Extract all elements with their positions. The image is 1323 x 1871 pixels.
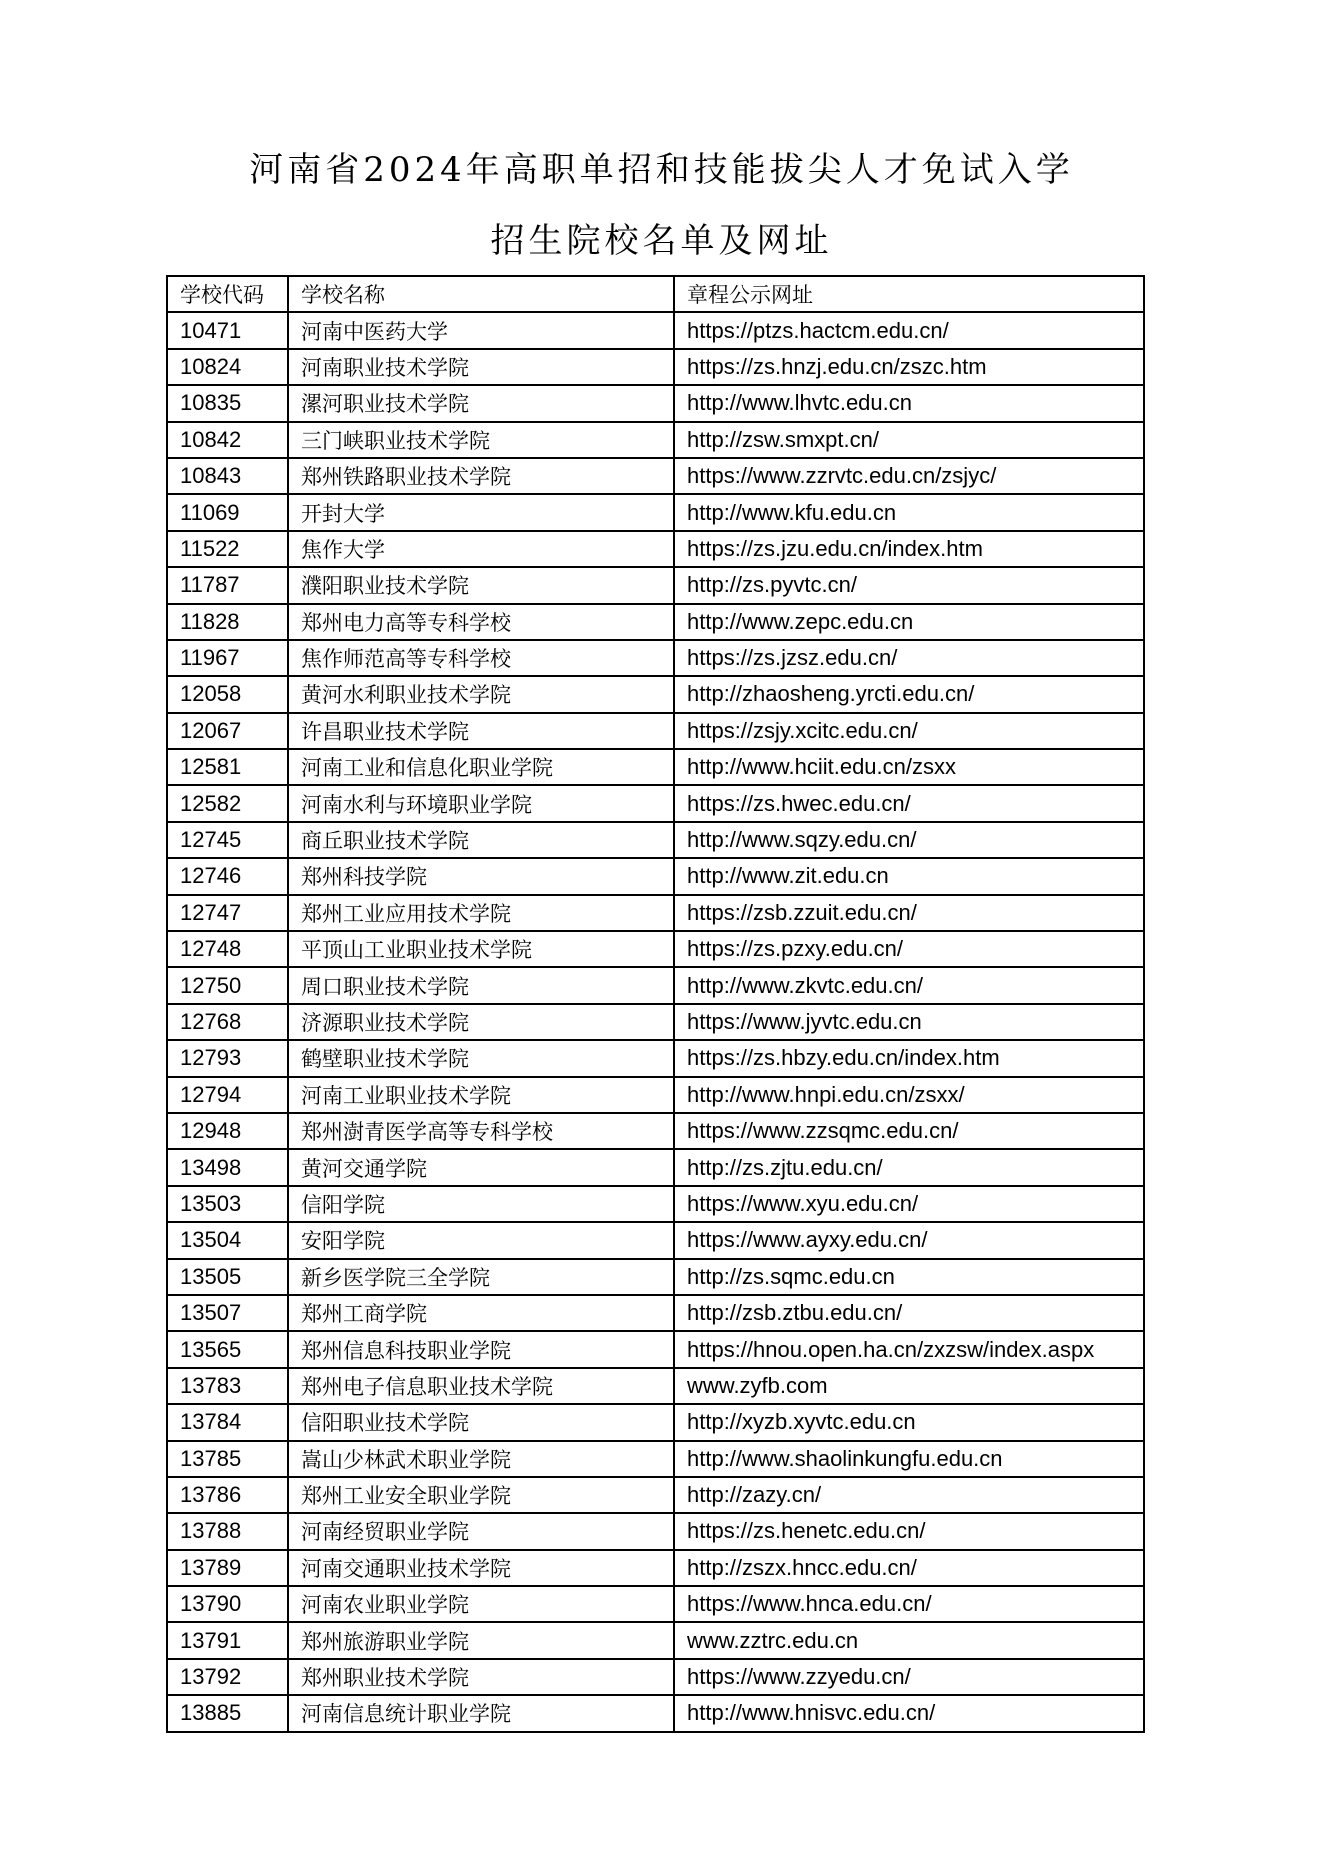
school-code-cell: 13504 — [167, 1222, 288, 1258]
charter-url-cell: http://www.hnpi.edu.cn/zsxx/ — [674, 1077, 1144, 1113]
school-name-cell: 周口职业技术学院 — [288, 967, 674, 1003]
table-row — [167, 1513, 1144, 1549]
table-row — [167, 1659, 1144, 1695]
school-code-cell: 12794 — [167, 1077, 288, 1113]
charter-url-cell: https://www.zzyedu.cn/ — [674, 1659, 1144, 1695]
charter-url-cell: http://zazy.cn/ — [674, 1477, 1144, 1513]
school-name-cell: 河南中医药大学 — [288, 312, 674, 348]
charter-url-cell: http://www.kfu.edu.cn — [674, 494, 1144, 530]
school-code-cell: 12581 — [167, 749, 288, 785]
school-name-cell: 河南信息统计职业学院 — [288, 1695, 674, 1731]
charter-url-cell: http://www.sqzy.edu.cn/ — [674, 822, 1144, 858]
table-row — [167, 1186, 1144, 1222]
charter-url-cell: http://www.zkvtc.edu.cn/ — [674, 967, 1144, 1003]
table-row — [167, 349, 1144, 385]
table-row — [167, 1477, 1144, 1513]
charter-url-cell: http://www.hciit.edu.cn/zsxx — [674, 749, 1144, 785]
table-row — [167, 1368, 1144, 1404]
school-code-cell: 10824 — [167, 349, 288, 385]
charter-url-cell: http://zsb.ztbu.edu.cn/ — [674, 1295, 1144, 1331]
school-code-cell: 10471 — [167, 312, 288, 348]
school-code-cell: 10843 — [167, 458, 288, 494]
table-row — [167, 749, 1144, 785]
table-row — [167, 422, 1144, 458]
charter-url-cell: https://zs.pzxy.edu.cn/ — [674, 931, 1144, 967]
school-code-cell: 12750 — [167, 967, 288, 1003]
school-name-cell: 平顶山工业职业技术学院 — [288, 931, 674, 967]
school-name-cell: 鹤壁职业技术学院 — [288, 1040, 674, 1076]
school-code-cell: 13507 — [167, 1295, 288, 1331]
table-row — [167, 1295, 1144, 1331]
school-name-cell: 河南工业和信息化职业学院 — [288, 749, 674, 785]
school-name-cell: 河南工业职业技术学院 — [288, 1077, 674, 1113]
header-charter-url: 章程公示网址 — [674, 276, 1144, 312]
school-name-cell: 嵩山少林武术职业学院 — [288, 1441, 674, 1477]
page-title-line-1: 河南省2024年高职单招和技能拔尖人才免试入学 — [249, 150, 1074, 190]
school-code-cell: 12745 — [167, 822, 288, 858]
charter-url-cell: http://www.hnisvc.edu.cn/ — [674, 1695, 1144, 1731]
school-code-cell: 13885 — [167, 1695, 288, 1731]
school-code-cell: 10835 — [167, 385, 288, 421]
charter-url-cell: https://zs.hwec.edu.cn/ — [674, 785, 1144, 821]
charter-url-cell: https://ptzs.hactcm.edu.cn/ — [674, 312, 1144, 348]
charter-url-cell: https://zs.henetc.edu.cn/ — [674, 1513, 1144, 1549]
school-code-cell: 13785 — [167, 1441, 288, 1477]
charter-url-cell: http://zs.sqmc.edu.cn — [674, 1259, 1144, 1295]
school-code-cell: 13784 — [167, 1404, 288, 1440]
school-name-cell: 河南经贸职业学院 — [288, 1513, 674, 1549]
table-row — [167, 1222, 1144, 1258]
page-title-line-2: 招生院校名单及网址 — [490, 221, 833, 261]
school-name-cell: 河南水利与环境职业学院 — [288, 785, 674, 821]
school-code-cell: 12058 — [167, 676, 288, 712]
charter-url-cell: https://zsb.zzuit.edu.cn/ — [674, 895, 1144, 931]
table-row — [167, 895, 1144, 931]
school-code-cell: 11522 — [167, 531, 288, 567]
charter-url-cell: http://zs.pyvtc.cn/ — [674, 567, 1144, 603]
school-code-cell: 10842 — [167, 422, 288, 458]
table-row — [167, 1586, 1144, 1622]
charter-url-cell: https://zs.hnzj.edu.cn/zszc.htm — [674, 349, 1144, 385]
table-row — [167, 931, 1144, 967]
school-name-cell: 郑州科技学院 — [288, 858, 674, 894]
charter-url-cell: https://zs.jzsz.edu.cn/ — [674, 640, 1144, 676]
table-row — [167, 1695, 1144, 1731]
school-name-cell: 漯河职业技术学院 — [288, 385, 674, 421]
table-row — [167, 822, 1144, 858]
school-name-cell: 郑州铁路职业技术学院 — [288, 458, 674, 494]
charter-url-cell: http://zszx.hncc.edu.cn/ — [674, 1550, 1144, 1586]
school-code-cell: 11828 — [167, 604, 288, 640]
table-row — [167, 640, 1144, 676]
charter-url-cell: https://zs.jzu.edu.cn/index.htm — [674, 531, 1144, 567]
school-name-cell: 郑州澍青医学高等专科学校 — [288, 1113, 674, 1149]
school-name-cell: 河南交通职业技术学院 — [288, 1550, 674, 1586]
header-school-name: 学校名称 — [288, 276, 674, 312]
charter-url-cell: https://hnou.open.ha.cn/zxzsw/index.aspx — [674, 1331, 1144, 1367]
school-name-cell: 郑州电子信息职业技术学院 — [288, 1368, 674, 1404]
school-code-cell: 12746 — [167, 858, 288, 894]
school-name-cell: 开封大学 — [288, 494, 674, 530]
table-row — [167, 1404, 1144, 1440]
table-row — [167, 385, 1144, 421]
school-code-cell: 12948 — [167, 1113, 288, 1149]
table-row — [167, 1259, 1144, 1295]
school-code-cell: 13783 — [167, 1368, 288, 1404]
school-code-cell: 11069 — [167, 494, 288, 530]
school-code-cell: 12067 — [167, 713, 288, 749]
school-code-cell: 13791 — [167, 1622, 288, 1658]
school-name-cell: 商丘职业技术学院 — [288, 822, 674, 858]
charter-url-cell: https://www.ayxy.edu.cn/ — [674, 1222, 1144, 1258]
table-header-row — [167, 276, 1144, 312]
school-name-cell: 三门峡职业技术学院 — [288, 422, 674, 458]
school-name-cell: 信阳职业技术学院 — [288, 1404, 674, 1440]
charter-url-cell: http://zsw.smxpt.cn/ — [674, 422, 1144, 458]
charter-url-cell: http://www.lhvtc.edu.cn — [674, 385, 1144, 421]
table-row — [167, 1622, 1144, 1658]
school-name-cell: 郑州信息科技职业学院 — [288, 1331, 674, 1367]
table-row — [167, 604, 1144, 640]
table-row — [167, 312, 1144, 348]
school-code-cell: 13792 — [167, 1659, 288, 1695]
school-code-cell: 13788 — [167, 1513, 288, 1549]
table-row — [167, 713, 1144, 749]
charter-url-cell: https://zs.hbzy.edu.cn/index.htm — [674, 1040, 1144, 1076]
table-row — [167, 1113, 1144, 1149]
table-row — [167, 458, 1144, 494]
charter-url-cell: http://www.zit.edu.cn — [674, 858, 1144, 894]
table-row — [167, 1441, 1144, 1477]
school-name-cell: 郑州工业应用技术学院 — [288, 895, 674, 931]
school-code-cell: 11967 — [167, 640, 288, 676]
table-body — [167, 312, 1144, 1731]
charter-url-cell: http://www.zepc.edu.cn — [674, 604, 1144, 640]
school-name-cell: 河南职业技术学院 — [288, 349, 674, 385]
table-row — [167, 531, 1144, 567]
school-name-cell: 焦作大学 — [288, 531, 674, 567]
charter-url-cell: http://www.shaolinkungfu.edu.cn — [674, 1441, 1144, 1477]
school-code-cell: 13498 — [167, 1149, 288, 1185]
school-name-cell: 济源职业技术学院 — [288, 1004, 674, 1040]
table-row — [167, 858, 1144, 894]
table-row — [167, 967, 1144, 1003]
school-list-table — [166, 275, 1145, 1733]
charter-url-cell: http://xyzb.xyvtc.edu.cn — [674, 1404, 1144, 1440]
charter-url-cell: https://www.zzrvtc.edu.cn/zsjyc/ — [674, 458, 1144, 494]
table-row — [167, 567, 1144, 603]
charter-url-cell: www.zyfb.com — [674, 1368, 1144, 1404]
table-row — [167, 1040, 1144, 1076]
school-name-cell: 安阳学院 — [288, 1222, 674, 1258]
school-code-cell: 12582 — [167, 785, 288, 821]
school-name-cell: 许昌职业技术学院 — [288, 713, 674, 749]
charter-url-cell: https://www.hnca.edu.cn/ — [674, 1586, 1144, 1622]
table-row — [167, 676, 1144, 712]
school-name-cell: 郑州旅游职业学院 — [288, 1622, 674, 1658]
school-name-cell: 黄河水利职业技术学院 — [288, 676, 674, 712]
charter-url-cell: www.zztrc.edu.cn — [674, 1622, 1144, 1658]
charter-url-cell: https://www.xyu.edu.cn/ — [674, 1186, 1144, 1222]
charter-url-cell: http://zhaosheng.yrcti.edu.cn/ — [674, 676, 1144, 712]
charter-url-cell: https://zsjy.xcitc.edu.cn/ — [674, 713, 1144, 749]
table-row — [167, 494, 1144, 530]
charter-url-cell: http://zs.zjtu.edu.cn/ — [674, 1149, 1144, 1185]
school-code-cell: 13503 — [167, 1186, 288, 1222]
school-code-cell: 12748 — [167, 931, 288, 967]
school-name-cell: 郑州工商学院 — [288, 1295, 674, 1331]
school-code-cell: 12793 — [167, 1040, 288, 1076]
school-code-cell: 13786 — [167, 1477, 288, 1513]
school-name-cell: 新乡医学院三全学院 — [288, 1259, 674, 1295]
school-code-cell: 12768 — [167, 1004, 288, 1040]
school-code-cell: 12747 — [167, 895, 288, 931]
table-row — [167, 1550, 1144, 1586]
school-name-cell: 信阳学院 — [288, 1186, 674, 1222]
charter-url-cell: https://www.zzsqmc.edu.cn/ — [674, 1113, 1144, 1149]
school-name-cell: 郑州工业安全职业学院 — [288, 1477, 674, 1513]
charter-url-cell: https://www.jyvtc.edu.cn — [674, 1004, 1144, 1040]
school-code-cell: 13505 — [167, 1259, 288, 1295]
school-code-cell: 11787 — [167, 567, 288, 603]
school-name-cell: 河南农业职业学院 — [288, 1586, 674, 1622]
table-row — [167, 1149, 1144, 1185]
header-school-code: 学校代码 — [167, 276, 288, 312]
school-name-cell: 濮阳职业技术学院 — [288, 567, 674, 603]
school-name-cell: 郑州职业技术学院 — [288, 1659, 674, 1695]
school-code-cell: 13790 — [167, 1586, 288, 1622]
school-code-cell: 13565 — [167, 1331, 288, 1367]
table-row — [167, 785, 1144, 821]
school-code-cell: 13789 — [167, 1550, 288, 1586]
table-row — [167, 1004, 1144, 1040]
table-row — [167, 1331, 1144, 1367]
school-name-cell: 郑州电力高等专科学校 — [288, 604, 674, 640]
table-row — [167, 1077, 1144, 1113]
school-name-cell: 黄河交通学院 — [288, 1149, 674, 1185]
school-name-cell: 焦作师范高等专科学校 — [288, 640, 674, 676]
